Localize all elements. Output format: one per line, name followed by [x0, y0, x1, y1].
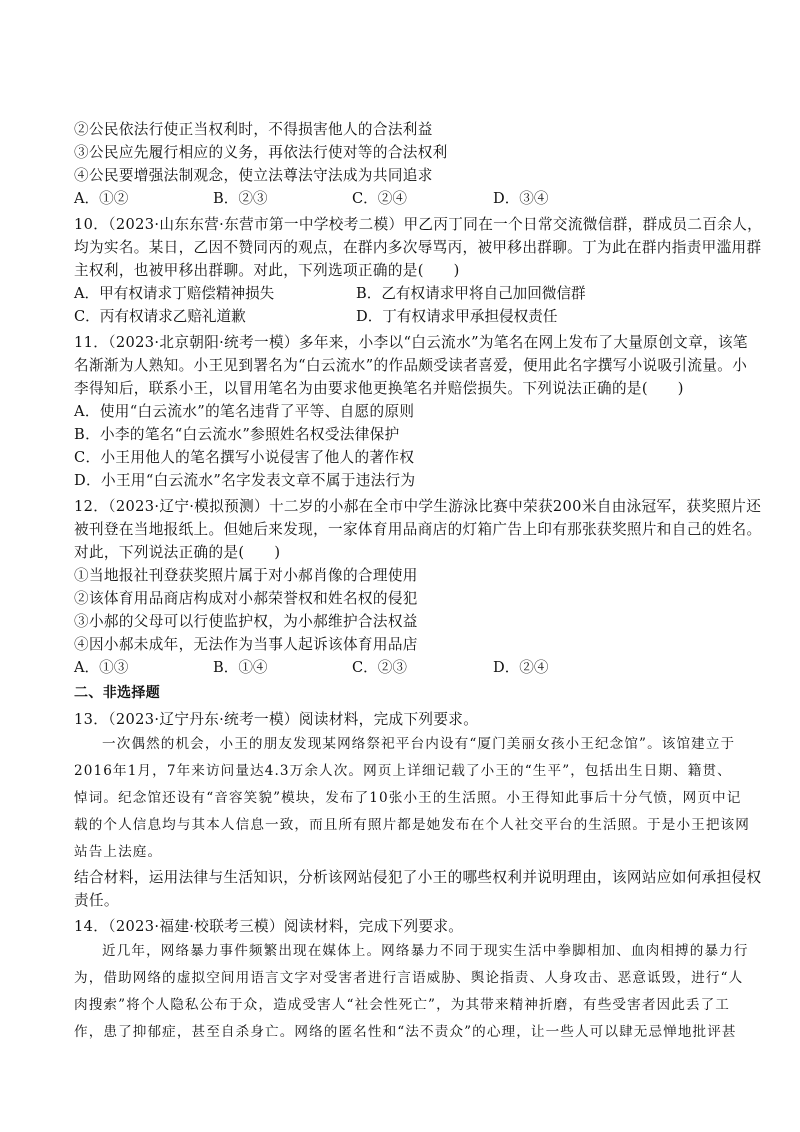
choice-item: ③小郝的父母可以行使监护权，为小郝维护合法权益 [74, 613, 418, 630]
material-line: 载的个人信息均与其本人信息一致，而且所有照片都是她发布在个人社交平台的生活照。于是小王把该网 [74, 817, 750, 833]
reading-material [74, 731, 750, 866]
answer-options [74, 305, 734, 328]
question-text: 对此，下列说法正确的是( ) [74, 544, 281, 561]
question-header: 14．（2023·福建·校联考三模）阅读材料，完成下列要求。 [74, 918, 464, 935]
material-line: 为，借助网络的虚拟空间用语言文字对受害者进行言语威胁、舆论指责、人身攻击、恶意诋毁，进行“人 [74, 970, 744, 986]
question-header: 13．（2023·辽宁丹东·统考一模）阅读材料，完成下列要求。 [74, 711, 479, 728]
option-c: C．②④ [352, 190, 407, 207]
material-line: 悼词。纪念馆还设有“音容笑貌”模块，发布了10张小王的生活照。小王得知此事后十分气愤，网页中记 [74, 790, 742, 806]
option-c: C．小王用他人的笔名撰写小说侵害了他人的著作权 [74, 449, 415, 466]
option-c: C．丙有权请求乙赔礼道歉 [74, 308, 246, 325]
answer-options [74, 656, 734, 679]
section-heading: 二、非选择题 [74, 685, 161, 701]
material-line: 肉搜索”将个人隐私公布于众，造成受害人“社会性死亡”，为其带来精神折磨，有些受害者因此丢了工 [74, 997, 730, 1013]
question-11 [74, 331, 748, 492]
choice-item: ④公民要增强法制观念，使立法尊法守法成为共同追求 [74, 167, 433, 184]
reading-material [74, 938, 749, 1046]
option-b: B．①④ [213, 659, 268, 676]
choice-item: ③公民应先履行相应的义务，再依法行使对等的合法权利 [74, 144, 448, 161]
choice-item: ②公民依法行使正当权利时，不得损害他人的合法利益 [74, 121, 433, 138]
option-b: B．乙有权请求甲将自己加回微信群 [356, 285, 586, 302]
material-line: 站告上法庭。 [74, 844, 163, 860]
question-text: 主权利，也被甲移出群聊。对此，下列选项正确的是( ) [74, 262, 460, 279]
material-line: 2016年1月，7年来访问量达4.3万余人次。网页上详细记载了小王的“生平”，包括出生日期、籍贯、 [74, 763, 732, 779]
choice-item: ②该体育用品商店构成对小郝荣誉权和姓名权的侵犯 [74, 590, 418, 607]
question-text: 均为实名。某日，乙因不赞同丙的观点，在群内多次辱骂丙，被甲移出群聊。丁为此在群内指责甲滥用群 [74, 239, 762, 256]
question-9-continued [74, 118, 734, 210]
option-a: A．甲有权请求丁赔偿精神损失 [74, 285, 275, 302]
material-line: 近几年，网络暴力事件频繁出现在媒体上。网络暴力不同于现实生活中拳脚相加、血肉相搏的暴力行 [102, 943, 749, 959]
option-d: D．丁有权请求甲承担侵权责任 [356, 308, 558, 325]
question-text: 被刊登在当地报纸上。但她后来发现，一家体育用品商店的灯箱广告上印有那张获奖照片和自己的姓名。 [74, 521, 762, 538]
question-13 [74, 708, 762, 912]
exam-page [74, 118, 763, 1046]
option-d: D．小王用“白云流水”名字发表文章不属于违法行为 [74, 472, 416, 489]
choice-item: ①当地报社刊登获奖照片属于对小郝肖像的合理使用 [74, 567, 418, 584]
option-b: B．②③ [213, 190, 268, 207]
material-line: 一次偶然的机会，小王的朋友发现某网络祭祀平台内设有“厦门美丽女孩小王纪念馆”。该馆建立于 [102, 736, 736, 752]
option-b: B．小李的笔名“白云流水”参照姓名权受法律保护 [74, 426, 400, 443]
answer-options [74, 187, 734, 210]
question-text: 12．（2023·辽宁·模拟预测）十二岁的小郝在全市中学生游泳比赛中荣获200米自由泳冠军，获奖照片还 [74, 498, 762, 515]
option-a: A．使用“白云流水”的笔名违背了平等、自愿的原则 [74, 403, 415, 420]
option-a: A．①② [74, 190, 129, 207]
material-line: 作，患了抑郁症，甚至自杀身亡。网络的匿名性和“法不责众”的心理，让一些人可以肆无忌惮地批评甚 [74, 1024, 737, 1040]
option-a: A．①③ [74, 659, 129, 676]
question-prompt: 责任。 [74, 892, 119, 909]
answer-options [74, 282, 734, 305]
question-10 [74, 213, 763, 328]
question-text: 11．（2023·北京朝阳·统考一模）多年来，小李以“白云流水”为笔名在网上发布了大量原创文章，该笔 [74, 334, 748, 351]
option-d: D．③④ [493, 190, 549, 207]
option-d: D．②④ [493, 659, 549, 676]
question-text: 名渐渐为人熟知。小王见到署名为“白云流水”的作品颇受读者喜爱，便用此名字撰写小说吸引流量。小 [74, 357, 748, 374]
question-14 [74, 915, 749, 1046]
question-prompt: 结合材料，运用法律与生活知识，分析该网站侵犯了小王的哪些权利并说明理由，该网站应如何承担侵权 [74, 869, 762, 886]
option-c: C．②③ [352, 659, 407, 676]
question-text: 李得知后，联系小王，以冒用笔名为由要求他更换笔名并赔偿损失。下列说法正确的是( ) [74, 380, 684, 397]
question-12 [74, 495, 762, 679]
choice-item: ④因小郝未成年，无法作为当事人起诉该体育用品店 [74, 636, 418, 653]
question-text: 10．（2023·山东东营·东营市第一中学校考二模）甲乙丙丁同在一个日常交流微信群，群成员二百余人， [74, 216, 763, 233]
